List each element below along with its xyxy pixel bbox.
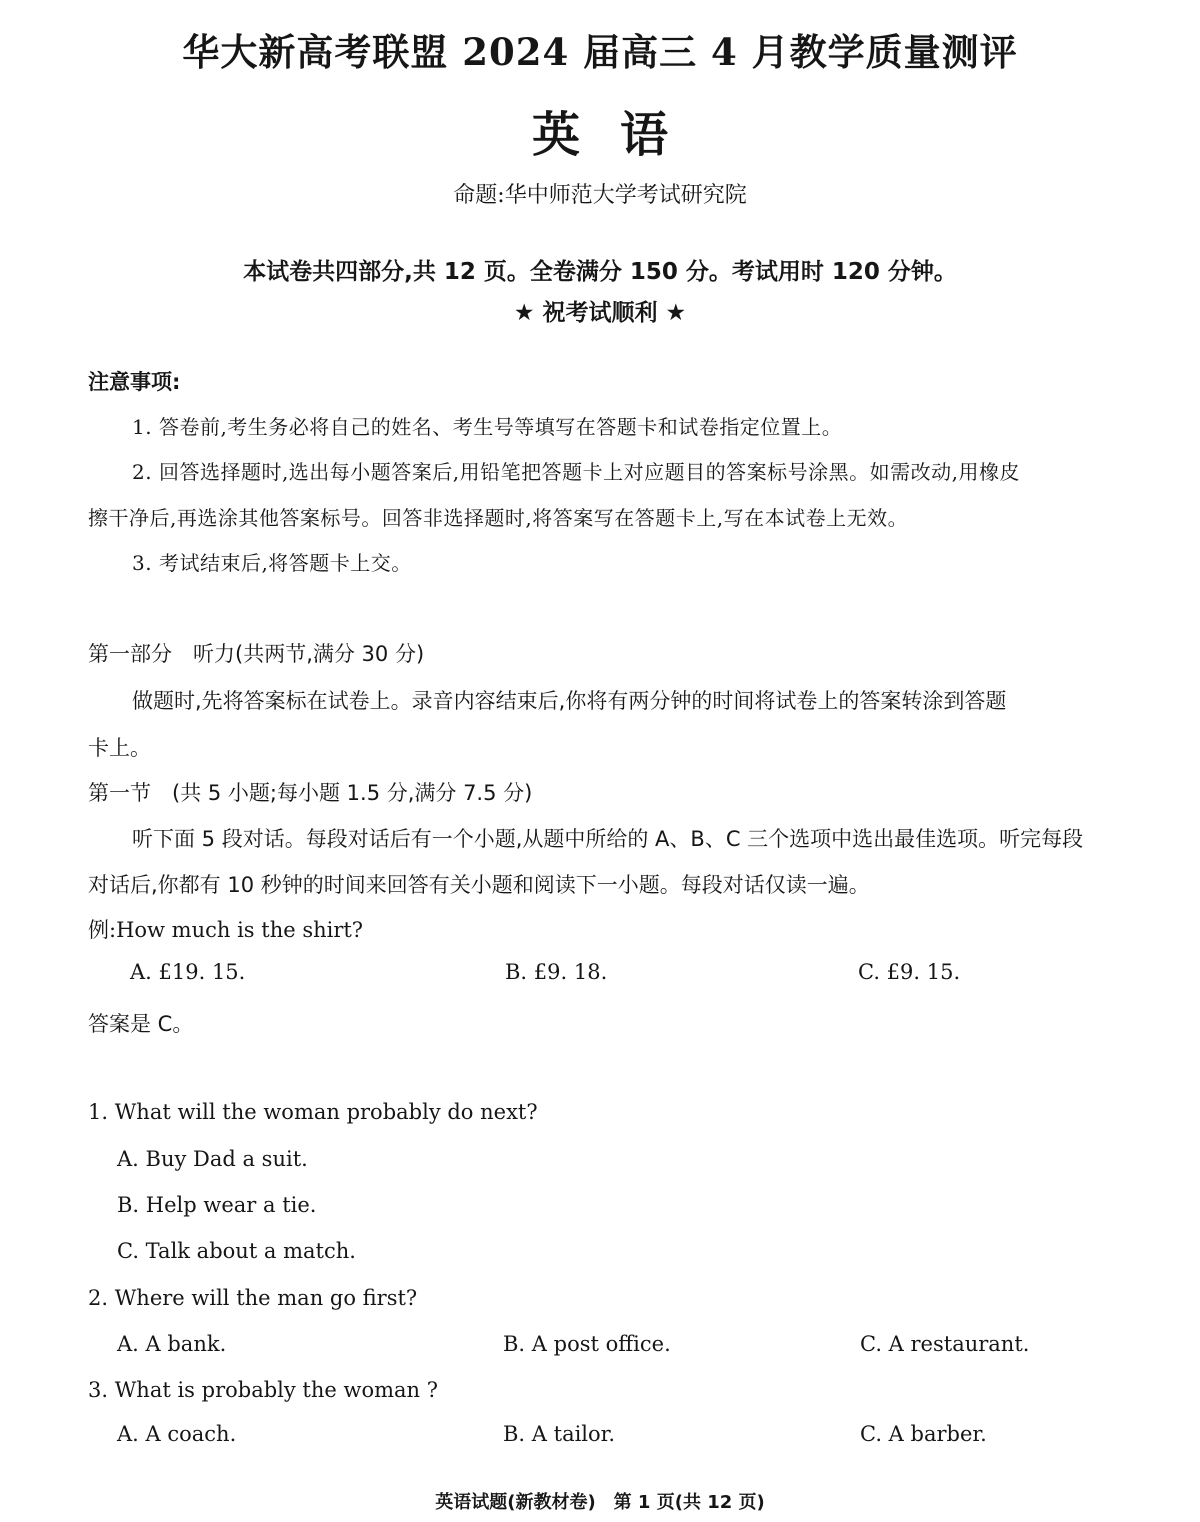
example-option-b: B. £9. 18. [505,960,608,984]
question-1-option-b: B. Help wear a tie. [117,1193,317,1217]
question-3-option-b: B. A tailor. [503,1422,616,1446]
notice-item-3: 3. 考试结束后,将答题卡上交。 [132,551,412,575]
example-answer: 答案是 C。 [88,1012,194,1036]
exam-info: 本试卷共四部分,共 12 页。全卷满分 150 分。考试用时 120 分钟。 [243,259,957,285]
part-1-instructions-line-1: 做题时,先将答案标在试卷上。录音内容结束后,你将有两分钟的时间将试卷上的答案转涂到答题 [132,689,1007,713]
question-2-option-c: C. A restaurant. [860,1332,1030,1356]
notice-heading: 注意事项: [88,370,181,394]
notice-item-2-line-1: 2. 回答选择题时,选出每小题答案后,用铅笔把答题卡上对应题目的答案标号涂黑。如需改动,用橡皮 [132,460,1021,484]
question-2-option-a: A. A bank. [117,1332,227,1356]
notice-item-2-line-2: 擦干净后,再选涂其他答案标号。回答非选择题时,将答案写在答题卡上,写在本试卷上无效。 [88,506,909,530]
question-3-option-a: A. A coach. [117,1422,237,1446]
author-line: 命题:华中师范大学考试研究院 [453,183,747,208]
part-1-instructions-line-2: 卡上。 [88,736,151,760]
question-2-option-b: B. A post office. [503,1332,671,1356]
question-1-option-c: C. Talk about a match. [117,1239,356,1263]
question-3-option-c: C. A barber. [860,1422,987,1446]
question-1-option-a: A. Buy Dad a suit. [117,1147,308,1171]
example-option-c: C. £9. 15. [858,960,961,984]
section-1-instructions-line-1: 听下面 5 段对话。每段对话后有一个小题,从题中所给的 A、B、C 三个选项中选出最佳选项。听完每段 [132,827,1084,851]
notice-item-1: 1. 答卷前,考生务必将自己的姓名、考生号等填写在答题卡和试卷指定位置上。 [132,415,843,439]
example-option-a: A. £19. 15. [130,960,246,984]
section-1-heading: 第一节 (共 5 小题;每小题 1.5 分,满分 7.5 分) [88,781,533,805]
good-luck-line: ★ 祝考试顺利 ★ [513,300,687,326]
question-1-stem: 1. What will the woman probably do next? [88,1100,538,1124]
part-1-heading: 第一部分 听力(共两节,满分 30 分) [88,642,425,666]
subject-title: 英语 [531,107,708,163]
exam-title: 华大新高考联盟 2024 届高三 4 月教学质量测评 [182,30,1018,74]
question-3-stem: 3. What is probably the woman ? [88,1378,438,1402]
page-footer: 英语试题(新教材卷) 第 1 页(共 12 页) [435,1492,765,1513]
example-question: 例:How much is the shirt? [88,918,364,942]
section-1-instructions-line-2: 对话后,你都有 10 秒钟的时间来回答有关小题和阅读下一小题。每段对话仅读一遍。 [88,873,870,897]
question-2-stem: 2. Where will the man go first? [88,1286,418,1310]
